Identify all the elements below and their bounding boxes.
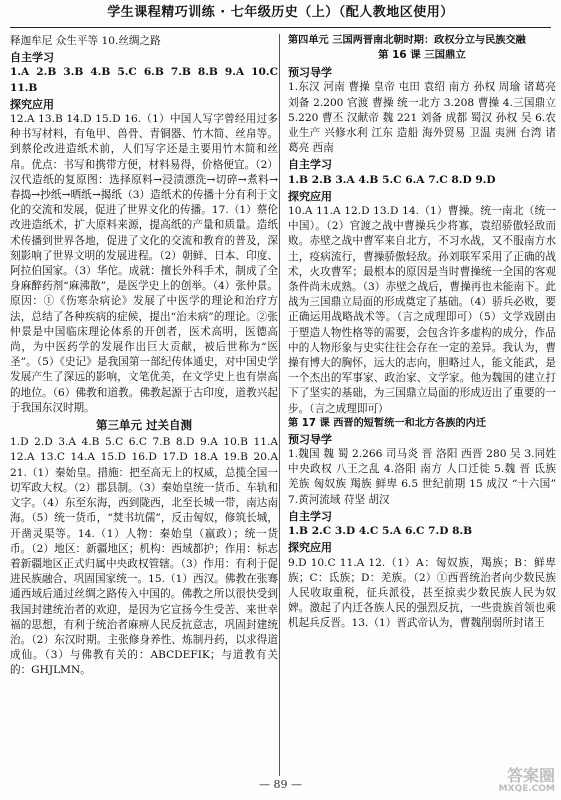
inquiry-answers: 12.A 13.B 14.D 15.D 16.（1）中国人写字曾经用过多种书写材料，有龟甲、兽骨、青铜器、竹木简、丝帛等。到蔡伦改进造纸术前，人们写字还是主要用竹木简和丝帛。优点：书写和携带方便，材料易得，价格便宜。（2）汉代造纸的复原图：选择原料→浸渍漂洗→切碎→煮料→春捣→抄纸→晒纸→揭纸（3）造纸术的传播十分有利于文化的交流和发展，促进了世界文化的传播。17.（1）蔡伦改进造纸术，扩大原料来源，提高纸的产量和质量。造纸术传播到世界各地，促进了文化的交流和教育的普及，深刻影响了世界文明的发展进程。（2）朝鲜、日本、印度、阿拉伯国家。（3）华佗。成就：擅长外科手术，制成了全身麻醉药剂“麻沸散”，是医学史上的创举。（4）张仲景。原因：①《伤寒杂病论》发展了中医学的理论和治疗方法，总结了各种疾病的症候，提出“治未病”的理论。②张仲景是中国临床理论体系的开创者，医术高明，医德高尚，为中医药学的发展作出巨大贡献，被后世称为“医圣”。（5）《史记》是我国第一部纪传体通史，对中国史学发展产生了深远的影响，文笔优美，在文学史上也有崇高的地位。（6）佛教和道教。佛教起源于古印度，道教兴起于我国东汉时期。 (10, 113, 278, 414)
unit4-title: 第四单元 三国两晋南北朝时期：政权分立与民族交融 (288, 35, 526, 46)
self16-answers: 1.B 2.B 3.A 4.B 5.C 6.A 7.C 8.D 9.D (288, 173, 496, 186)
header-rule (10, 27, 551, 28)
inquiry-heading: 探究应用 (10, 97, 54, 111)
watermark-logo (463, 768, 555, 798)
self17-answers: 1.B 2.C 3.D 4.C 5.A 6.C 7.D 8.B (288, 525, 473, 538)
self-study-heading-2: 自主学习 (288, 158, 332, 172)
inquiry17-answers: 9.D 10.C 11.A 12.（1）A：匈奴族，羯族；B：鲜卑族；C：氐族；D：羌族。（2）①西晋统治者向少数民族人民收取重税，征兵派役，甚至掠卖少数民族人民为奴婢。激起了内迁各族人民的强烈反抗，一些贵族首领也乘机起兵反晋。13.（1）晋武帝认为，曹魏削弱所封诸王 (288, 556, 556, 630)
preview-heading-2: 预习导学 (288, 432, 332, 446)
lesson16-title: 第 16 课 三国鼎立 (378, 49, 466, 61)
unit-test-answers: 1.D 2.D 3.A 4.B 5.C 6.C 7.B 8.D 9.A 10.B 11.A 12.A 13.C 14.A 15.D 16.D 17.D 18.A 19.B 20.A 21.（1）秦始皇。措施：把至高无上的权威，总揽全国一切军政大权。（2）郡县制。（3）秦始皇统一货币、车轨和文字。（4）东至东海，西到陇西，北至长城一带，南达南海。（5）统一货币，“焚书坑儒”，反击匈奴，修筑长城，开凿灵渠等。14.（1）人物：秦始皇（嬴政）；统一货币。（2）地区：新疆地区；机构：西域都护；作用：标志着新疆地区正式归属中央政权管辖。（3）作用：有利于促进民族融合、巩固国家统一。15.（1）西汉。佛教在张骞通西域后通过丝绸之路传入中国的。佛教之所以很快受到我国封建统治者的欢迎，是因为它宣扬今生受苦、来世幸福的思想，有利于统治者麻痹人民反抗意志，巩固封建统治。（2）东汉时期。主张修身养性、炼制丹药，以求得道成仙。（3）与佛教有关的：ABCDEFIK；与道教有关的：GHJLMN。 (10, 436, 278, 677)
left-column (10, 34, 278, 679)
intro-line: 释迦牟尼 众生平等 10.丝绸之路 (10, 35, 161, 47)
inquiry16-answers: 10.A 11.A 12.D 13.D 14.（1）曹操。统一南北（统一中国）。（2）官渡之战中曹操兵少将寡，袁绍骄傲轻敌而败。赤壁之战中曹军来自北方，不习水战，又不服南方水土，疫病流行，曹操骄傲轻敌。孙刘联军采用了正确的战术，火攻曹军；最根本的原因是当时曹操统一全国的客观条件尚未成熟。（3）赤壁之战后，曹操再也未能南下。此战为三国鼎立局面的形成奠定了基础。（4）骄兵必败，要正确运用战略战术等。（言之成理即可）（5）文学戏剧由于塑造人物性格等的需要，会包含许多虚构的成分，作品中的人物形象与史实往往会存在一定的差异。我认为，曹操有博大的胸怀，远大的志向，胆略过人，能文能武，是一个杰出的军事家、政治家、文学家。他为魏国的建立打下了坚实的基础，为三国鼎立局面的形成迈出了重要的一步。（言之成理即可） (288, 205, 556, 415)
preview16-answers: 1.东汉 河南 曹操 皇帝 屯田 袁绍 南方 孙权 周瑜 诸葛亮 刘备 2.200 官渡 曹操 统一北方 3.208 曹操 4.三国鼎立 5.220 曹丕 汉献帝 魏 221 刘备 成都 蜀汉 孙权 吴 6.农业生产 兴修水利 江东 造船 海外贸易 卫温 夷洲 台湾 诸葛亮 西南 (288, 81, 556, 155)
watermark-main: 答案圈 (506, 766, 555, 785)
inquiry-heading-2: 探究应用 (288, 189, 332, 203)
inquiry-heading-3: 探究应用 (288, 541, 332, 555)
self-study-heading-3: 自主学习 (288, 509, 332, 523)
preview17-answers: 1.魏国 魏 蜀 2.266 司马炎 晋 洛阳 西晋 280 吴 3.同姓 中央政权 八王之乱 4.洛阳 南方 人口迁徙 5.魏 晋 氐族 羌族 匈奴族 羯族 鲜卑 6.5 世纪前期 15 成汉 “十六国” 7.黄河流域 苻坚 胡汉 (288, 448, 556, 506)
page-header (0, 0, 561, 30)
self-study-answers: 1.A 2.B 3.B 4.B 5.C 6.B 7.B 8.B 9.A 10.C 11.B (10, 66, 278, 94)
column-divider (279, 34, 280, 776)
page-number: — 89 — (259, 778, 302, 791)
watermark-sub: MXQE.COM (498, 784, 555, 794)
header-title: 学生课程精巧训练 · 七年级历史（上）（配人教地区使用） (107, 5, 454, 20)
unit-test-title: 第三单元 过关自测 (95, 418, 192, 433)
preview-heading: 预习导学 (288, 66, 332, 80)
lesson17-title: 第 17 课 西晋的短暂统一和北方各族的内迁 (288, 417, 487, 429)
self-study-heading: 自主学习 (10, 51, 54, 65)
right-column (288, 34, 556, 632)
